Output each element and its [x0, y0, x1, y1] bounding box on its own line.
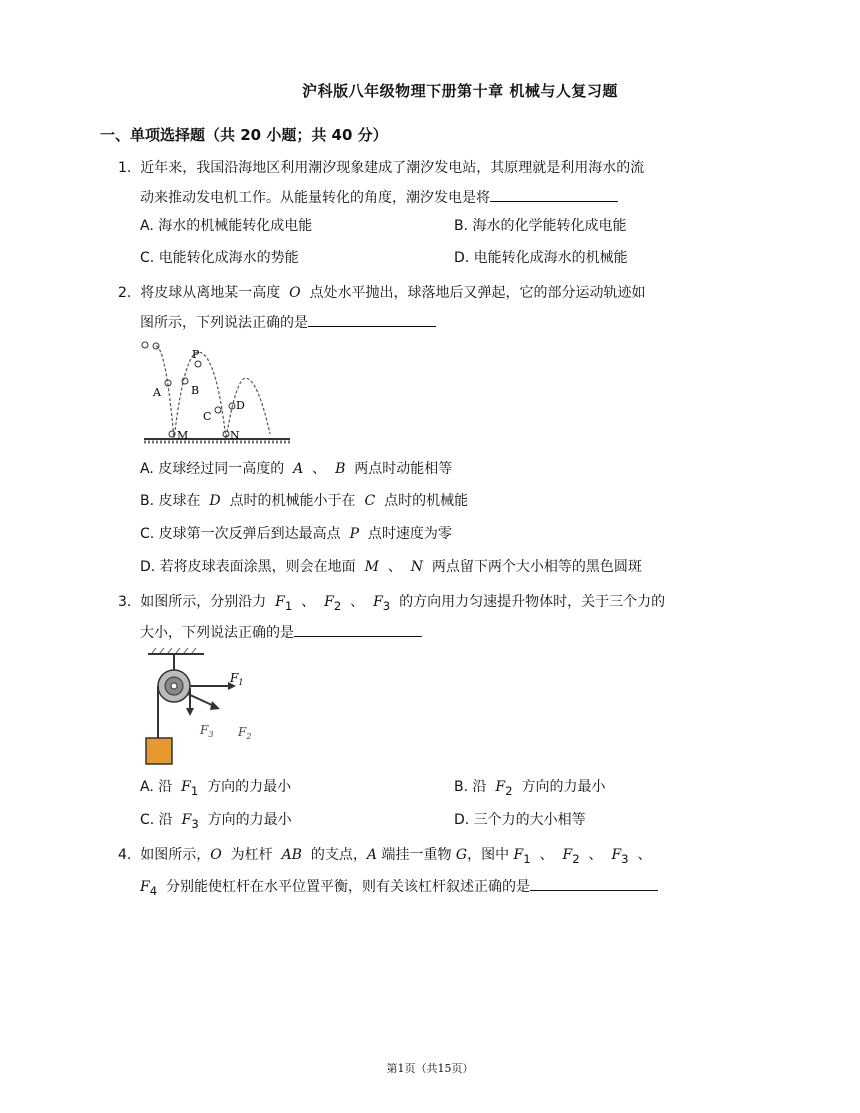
fig-label-a: A	[153, 386, 161, 399]
question-3-stem-2: 大小，下列说法正确的是	[140, 625, 294, 641]
bouncing-ball-figure	[138, 336, 293, 446]
answer-blank	[308, 311, 436, 327]
var-a: A	[366, 847, 377, 863]
var-g: G	[455, 847, 468, 863]
question-1-option-d: D. 电能转化成海水的机械能	[454, 250, 628, 266]
option-d-text-end: 两点留下两个大小相等的黑色圆斑	[431, 559, 642, 575]
sub-2: 2	[505, 783, 513, 798]
trajectory-path	[156, 346, 270, 439]
var-p: P	[349, 526, 360, 542]
var-f2: F	[324, 594, 334, 610]
var-f1: F	[275, 594, 285, 610]
var-ab: AB	[281, 847, 302, 863]
question-4-text-d: 端挂一重物	[381, 847, 452, 863]
question-2-stem-2: 图所示，下列说法正确的是	[140, 315, 308, 331]
var-o: O	[210, 847, 222, 863]
option-b-text: B. 沿	[454, 779, 487, 795]
var-n: N	[410, 559, 423, 575]
sub-2: 2	[333, 598, 342, 613]
question-2-option-c	[140, 524, 452, 544]
point-o-label: O	[289, 285, 301, 301]
option-c-text: C. 皮球第一次反弹后到达最高点	[140, 526, 341, 542]
var-f4: F	[140, 879, 150, 895]
question-1-number: 1.	[118, 160, 132, 176]
answer-blank	[490, 186, 618, 202]
var-f1: F	[513, 847, 524, 863]
fig-label-p: P	[192, 348, 200, 361]
question-4-line-2	[140, 875, 658, 901]
question-1-stem-1: 近年来，我国沿海地区利用潮汐现象建成了潮汐发电站，其原理就是利用海水的流	[140, 160, 645, 176]
fig-label-f2: $F_2$	[238, 725, 252, 741]
fig-label-d: D	[236, 399, 245, 412]
var-f3: F	[181, 812, 192, 828]
option-c-text-end: 点时速度为零	[367, 526, 452, 542]
option-b-text-mid: 点时的机械能小于在	[229, 493, 356, 509]
ball-c	[215, 407, 221, 413]
question-2-line-2	[140, 311, 436, 333]
option-c-text: C. 沿	[140, 812, 173, 828]
fig-label-n: N	[230, 429, 240, 442]
pulley-axle	[171, 683, 177, 689]
sub-4: 4	[149, 883, 158, 898]
question-3-stem-1b: 的方向用力匀速提升物体时，关于三个力的	[399, 594, 666, 610]
option-a-text-end: 两点时动能相等	[354, 461, 453, 477]
question-2-number: 2.	[118, 285, 132, 301]
question-3-option-b	[454, 777, 605, 801]
fig-label-c: C	[203, 410, 212, 423]
question-1-line-2	[140, 186, 618, 208]
var-f2: F	[562, 847, 573, 863]
question-1-option-b: B. 海水的化学能转化成电能	[454, 218, 627, 234]
ball-o	[142, 342, 148, 348]
separator: 、	[312, 461, 327, 477]
var-f2: F	[495, 779, 506, 795]
pulley-figure	[142, 648, 272, 766]
option-a-text: A. 皮球经过同一高度的	[140, 461, 285, 477]
var-d: D	[209, 493, 221, 509]
fig-label-b: B	[191, 384, 200, 397]
question-2-option-b	[140, 491, 468, 511]
ceiling-hatch	[152, 648, 196, 653]
var-f3: F	[373, 594, 383, 610]
answer-blank	[294, 621, 422, 637]
page-title: 沪科版八年级物理下册第十章 机械与人复习题	[302, 82, 618, 100]
weight-block	[146, 738, 172, 764]
sub-1: 1	[284, 598, 293, 613]
question-4-text-f: 分别能使杠杆在水平位置平衡，则有关该杠杆叙述正确的是	[166, 879, 531, 895]
separator: 、	[539, 847, 554, 863]
sub-1: 1	[190, 783, 199, 798]
question-2-stem-1b: 点处水平抛出，球落地后又弹起，它的部分运动轨迹如	[309, 285, 646, 301]
option-c-text-end: 方向的力最小	[207, 812, 292, 828]
separator: 、	[588, 847, 603, 863]
ball-b	[182, 378, 188, 384]
option-b-text-end: 点时的机械能	[384, 493, 469, 509]
question-3-option-a	[140, 777, 291, 801]
question-4-line-1	[118, 845, 652, 869]
separator: 、	[637, 847, 652, 863]
sub-1: 1	[523, 851, 531, 866]
question-1-stem-2: 动来推动发电机工作。从能量转化的角度，潮汐发电是将	[140, 190, 490, 206]
question-1-line-1	[118, 158, 644, 178]
var-m: M	[364, 559, 379, 575]
answer-blank	[530, 875, 658, 891]
question-4-number: 4.	[118, 847, 132, 863]
question-4-text-a: 如图所示，	[140, 847, 211, 863]
option-b-text-end: 方向的力最小	[521, 779, 606, 795]
fig-label-f3: $F_3$	[200, 723, 214, 739]
question-2-option-a	[140, 459, 452, 479]
sub-3: 3	[382, 598, 391, 613]
separator: 、	[350, 594, 365, 610]
option-d-text: D. 若将皮球表面涂黑，则会在地面	[140, 559, 356, 575]
ball-p	[195, 361, 201, 367]
var-f3: F	[611, 847, 622, 863]
arrow-f2	[188, 694, 214, 706]
var-b: B	[335, 461, 346, 477]
question-3-number: 3.	[118, 594, 132, 610]
question-3-option-c	[140, 810, 292, 834]
section-heading: 一、单项选择题（共 20 小题；共 40 分）	[100, 126, 388, 144]
question-3-option-d: D. 三个力的大小相等	[454, 812, 586, 828]
question-1-option-c: C. 电能转化成海水的势能	[140, 250, 299, 266]
option-b-text: B. 皮球在	[140, 493, 201, 509]
question-2-line-1	[118, 283, 646, 303]
var-c: C	[364, 493, 376, 509]
var-a: A	[293, 461, 304, 477]
sub-2: 2	[572, 851, 580, 866]
question-4-text-b: 为杠杆	[230, 847, 273, 863]
question-2-option-d	[140, 557, 642, 577]
question-4-text-e: ，图中	[467, 847, 510, 863]
sub-3: 3	[621, 851, 629, 866]
var-f1: F	[181, 779, 191, 795]
sub-3: 3	[191, 816, 199, 831]
fig-label-m: M	[177, 429, 189, 442]
option-a-text: A. 沿	[140, 779, 173, 795]
question-4-text-c: 的支点，	[310, 847, 367, 863]
question-3-stem-1a: 如图所示，分别沿力	[140, 594, 267, 610]
question-2-stem-1a: 将皮球从离地某一高度	[140, 285, 281, 301]
separator: 、	[301, 594, 316, 610]
option-a-text-end: 方向的力最小	[207, 779, 292, 795]
fig-label-f1: $F_1$	[230, 671, 244, 687]
question-1-option-a: A. 海水的机械能转化成电能	[140, 218, 313, 234]
page-footer: 第1页（共15页）	[386, 1062, 474, 1075]
question-3-line-1	[118, 592, 665, 616]
question-3-line-2	[140, 621, 422, 643]
separator: 、	[387, 559, 402, 575]
